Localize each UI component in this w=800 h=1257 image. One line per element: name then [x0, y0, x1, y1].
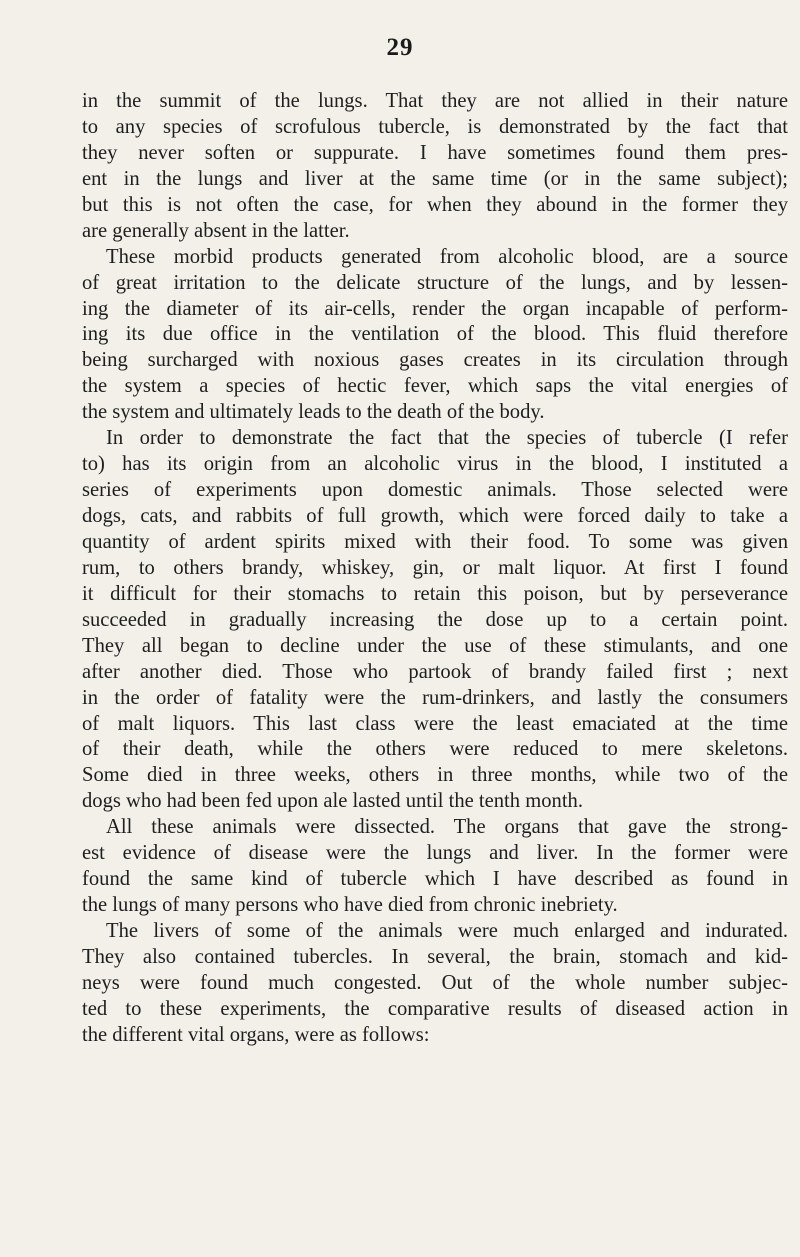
text-line: ent in the lungs and liver at the same time (or in the same subject); — [82, 167, 788, 190]
text-line: to any species of scrofulous tubercle, is demonstrated by the fact that — [82, 115, 788, 138]
text-line: They all began to decline under the use of these stimulants, and one — [82, 634, 788, 657]
text-line: the different vital organs, were as follows: — [82, 1023, 430, 1046]
text-line: All these animals were dissected. The organs that gave the strong- — [106, 816, 788, 839]
text-line: ted to these experiments, the comparative results of diseased action in — [82, 997, 788, 1020]
text-line: rum, to others brandy, whiskey, gin, or malt liquor. At first I found — [82, 556, 788, 579]
text-line: in the order of fatality were the rum-drinkers, and lastly the consumers — [82, 686, 788, 709]
text-line: of malt liquors. This last class were the least emaciated at the time — [82, 712, 788, 735]
text-line: In order to demonstrate the fact that the species of tubercle (I refer — [106, 427, 788, 450]
text-line: after another died. Those who partook of brandy failed first ; next — [82, 660, 788, 683]
page-number: 29 — [386, 34, 414, 61]
text-line: being surcharged with noxious gases creates in its circulation through — [82, 349, 788, 372]
text-line: are generally absent in the latter. — [82, 219, 350, 242]
text-line: found the same kind of tubercle which I have described as found in — [82, 868, 788, 891]
text-line: The livers of some of the animals were much enlarged and indurated. — [106, 920, 788, 942]
text-line: neys were found much congested. Out of the whole number subjec- — [82, 971, 788, 994]
text-line: succeeded in gradually increasing the dose up to a certain point. — [82, 608, 788, 631]
text-line: the system a species of hectic fever, which saps the vital energies of — [82, 375, 788, 398]
text-line: ing the diameter of its air-cells, render the organ incapable of perform- — [82, 297, 788, 320]
text-line: it difficult for their stomachs to retain this poison, but by perseverance — [82, 582, 788, 605]
body-text — [82, 89, 788, 1049]
text-line: quantity of ardent spirits mixed with their food. To some was given — [82, 530, 788, 553]
text-line: est evidence of disease were the lungs and liver. In the former were — [82, 842, 788, 865]
text-line: the system and ultimately leads to the death of the body. — [82, 401, 545, 424]
text-line: Some died in three weeks, others in three months, while two of the — [82, 764, 788, 787]
text-line: the lungs of many persons who have died from chronic inebriety. — [82, 894, 618, 917]
text-line: of their death, while the others were reduced to mere skeletons. — [82, 738, 788, 761]
text-line: dogs, cats, and rabbits of full growth, which were forced daily to take a — [82, 505, 788, 527]
text-line: dogs who had been fed upon ale lasted until the tenth month. — [82, 790, 584, 813]
text-line: in the summit of the lungs. That they are not allied in their nature — [82, 90, 788, 112]
text-line: These morbid products generated from alcoholic blood, are a source — [106, 245, 788, 268]
text-line: they never soften or suppurate. I have sometimes found them pres- — [82, 141, 788, 164]
text-line: to) has its origin from an alcoholic virus in the blood, I instituted a — [82, 453, 788, 476]
text-line: but this is not often the case, for when they abound in the former they — [82, 193, 788, 216]
text-line: They also contained tubercles. In several, the brain, stomach and kid- — [82, 945, 788, 968]
text-line: ing its due office in the ventilation of the blood. This fluid therefore — [82, 323, 788, 346]
text-line: of great irritation to the delicate structure of the lungs, and by lessen- — [82, 271, 788, 294]
text-line: series of experiments upon domestic animals. Those selected were — [82, 479, 788, 502]
